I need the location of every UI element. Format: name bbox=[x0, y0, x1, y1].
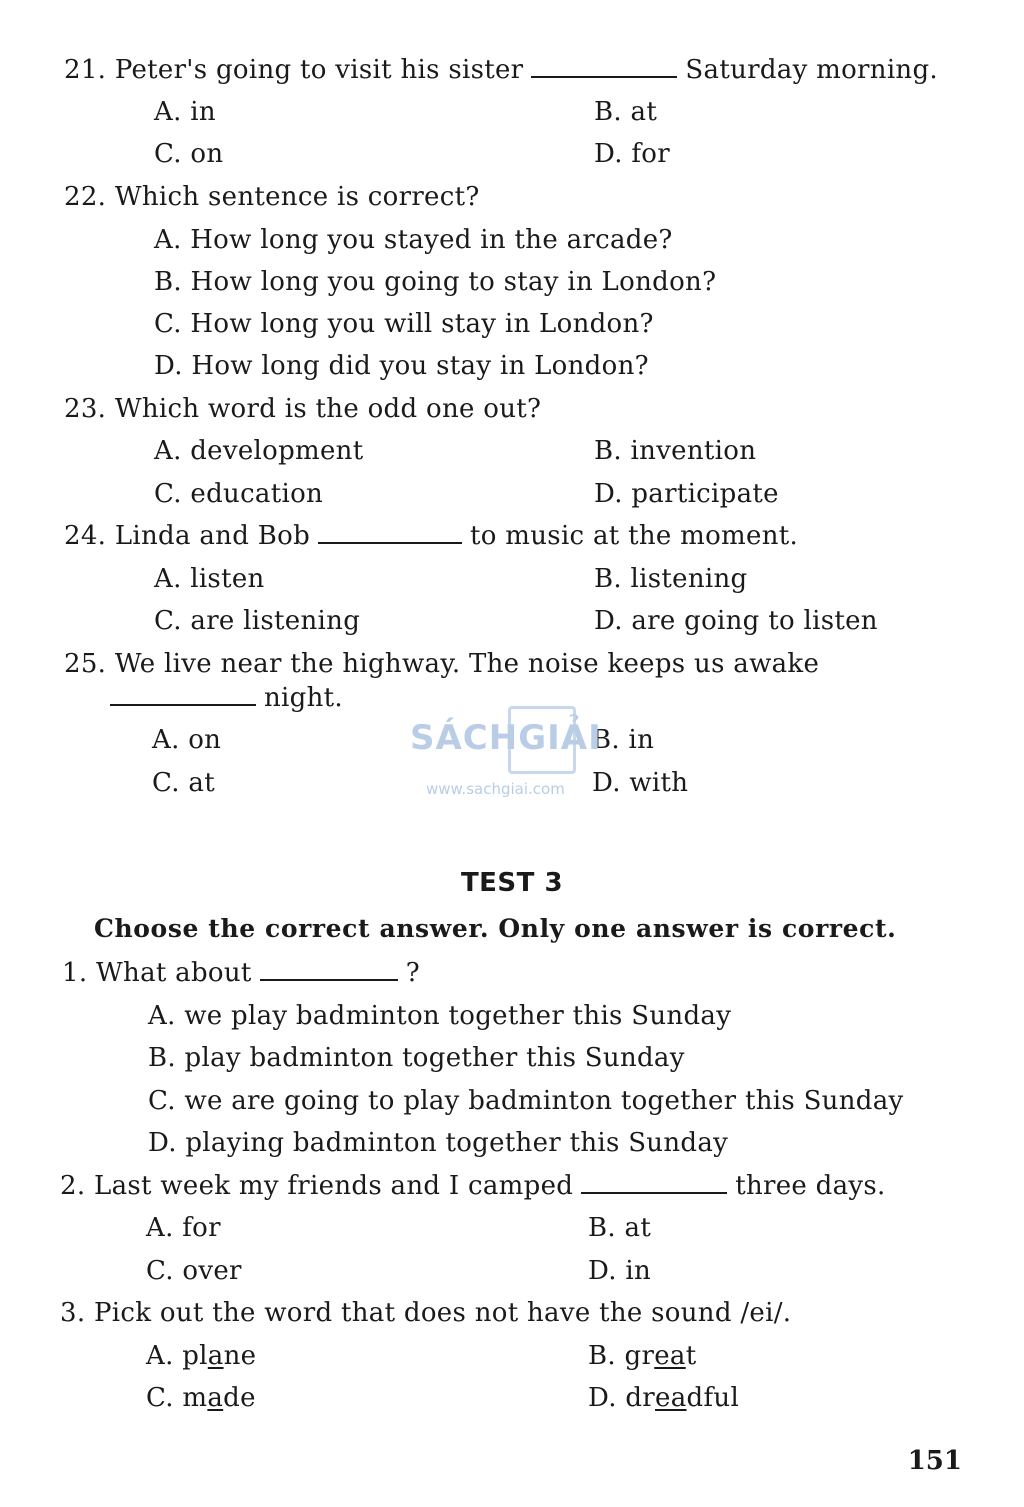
question-text: Pick out the word that does not have the sound /ei/. bbox=[94, 1298, 792, 1328]
option-a: A. How long you stayed in the arcade? bbox=[154, 225, 673, 255]
option-b: B. invention bbox=[594, 436, 757, 466]
option-c: C. on bbox=[154, 139, 224, 169]
answer-blank bbox=[110, 686, 256, 706]
question-number: 25. bbox=[64, 649, 107, 679]
option-c: C. How long you will stay in London? bbox=[154, 309, 654, 339]
question-number: 2. bbox=[60, 1171, 86, 1201]
question-text: Linda and Bob bbox=[114, 521, 311, 551]
option-b: B. play badminton together this Sunday bbox=[148, 1043, 685, 1073]
question-3 bbox=[60, 1297, 791, 1329]
option-d: D. for bbox=[594, 139, 670, 169]
question-text-end: to music at the moment. bbox=[470, 521, 799, 551]
answer-blank bbox=[318, 524, 462, 544]
question-2 bbox=[60, 1170, 886, 1202]
option-c: C. at bbox=[152, 768, 215, 798]
underlined-letters: a bbox=[207, 1383, 224, 1413]
question-number: 22. bbox=[64, 182, 107, 212]
option-b: B. great bbox=[588, 1341, 697, 1371]
option-b: B. at bbox=[594, 97, 658, 127]
watermark-url: www.sachgiai.com bbox=[426, 780, 565, 798]
option-d: D. How long did you stay in London? bbox=[154, 351, 649, 381]
option-b: B. in bbox=[592, 725, 655, 755]
question-text: Which sentence is correct? bbox=[114, 182, 480, 212]
answer-blank bbox=[260, 961, 398, 981]
question-number: 23. bbox=[64, 394, 107, 424]
question-text: We live near the highway. The noise keeps us awake bbox=[114, 649, 820, 679]
watermark-logo bbox=[410, 712, 610, 798]
option-d: D. with bbox=[592, 768, 689, 798]
option-d: D. are going to listen bbox=[594, 606, 878, 636]
option-a: A. for bbox=[146, 1213, 221, 1243]
option-c: C. education bbox=[154, 479, 324, 509]
answer-blank bbox=[531, 58, 677, 78]
question-text: Which word is the odd one out? bbox=[114, 394, 542, 424]
option-d: D. dreadful bbox=[588, 1383, 740, 1413]
option-d: D. in bbox=[588, 1256, 652, 1286]
option-d: D. participate bbox=[594, 479, 779, 509]
underlined-letters: a bbox=[207, 1341, 224, 1371]
answer-blank bbox=[581, 1174, 727, 1194]
watermark-brand: SÁCHGIẢI bbox=[410, 718, 602, 758]
question-25-continued bbox=[104, 682, 343, 714]
question-number: 24. bbox=[64, 521, 107, 551]
underlined-letters: ea bbox=[655, 1383, 687, 1413]
option-c: C. made bbox=[146, 1383, 256, 1413]
question-22 bbox=[64, 181, 480, 213]
option-c: C. over bbox=[146, 1256, 242, 1286]
section-heading: TEST 3 bbox=[460, 868, 564, 898]
question-text: Last week my friends and I camped bbox=[94, 1171, 574, 1201]
option-a: A. in bbox=[154, 97, 216, 127]
question-text: Peter's going to visit his sister bbox=[114, 55, 524, 85]
question-21 bbox=[64, 54, 938, 86]
question-number: 21. bbox=[64, 55, 107, 85]
option-a: A. plane bbox=[146, 1341, 257, 1371]
option-a: A. listen bbox=[154, 564, 265, 594]
question-1 bbox=[62, 957, 420, 989]
question-text-end: night. bbox=[264, 683, 343, 713]
option-a: A. we play badminton together this Sunday bbox=[148, 1001, 732, 1031]
question-text-end: three days. bbox=[735, 1171, 886, 1201]
option-b: B. at bbox=[588, 1213, 652, 1243]
option-c: C. we are going to play badminton together this Sunday bbox=[148, 1086, 904, 1116]
option-a: A. development bbox=[154, 436, 364, 466]
option-a: A. on bbox=[152, 725, 222, 755]
option-c: C. are listening bbox=[154, 606, 361, 636]
page-number: 151 bbox=[907, 1446, 962, 1476]
option-d: D. playing badminton together this Sunday bbox=[148, 1128, 729, 1158]
question-number: 3. bbox=[60, 1298, 86, 1328]
question-text-end: Saturday morning. bbox=[685, 55, 938, 85]
option-b: B. listening bbox=[594, 564, 748, 594]
question-24 bbox=[64, 520, 798, 552]
question-25 bbox=[64, 648, 819, 680]
underlined-letters: ea bbox=[654, 1341, 686, 1371]
instruction-text: Choose the correct answer. Only one answer is correct. bbox=[94, 914, 897, 943]
question-text: What about bbox=[96, 958, 252, 988]
option-b: B. How long you going to stay in London? bbox=[154, 267, 717, 297]
question-text-end: ? bbox=[405, 958, 420, 988]
question-number: 1. bbox=[62, 958, 88, 988]
question-23 bbox=[64, 393, 541, 425]
